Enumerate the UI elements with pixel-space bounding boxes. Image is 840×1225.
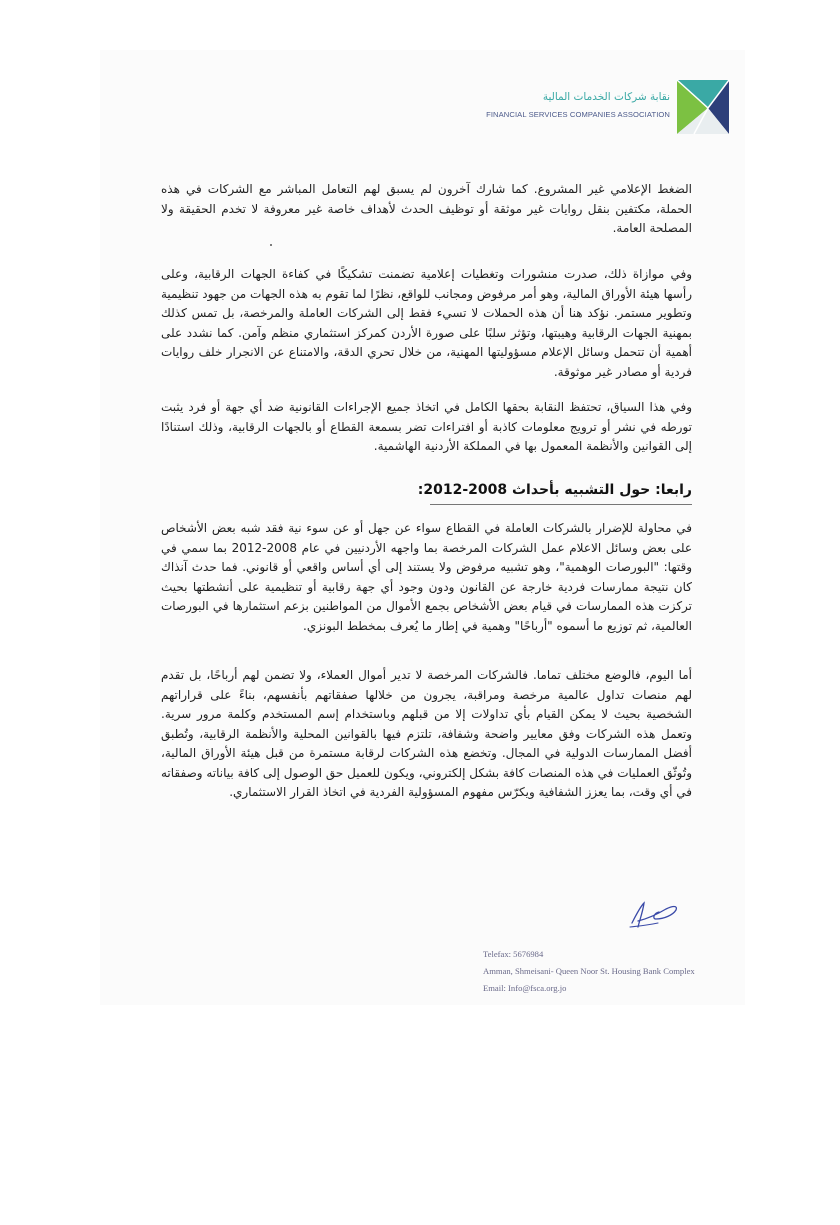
paragraph-2: وفي موازاة ذلك، صدرت منشورات وتغطيات إعلامية تضمنت تشكيكًا في كفاءة الجهات الرقابية، وعلى رأسها هيئة الأوراق المالية، وهو أمر مرفوض ومجانب للواقع، نظرًا لما تقوم به هذه الجهات من جهود تنظيمية وتطوير مستمر. نؤكد هنا أن هذه الحملات لا تسيء فقط إلى الشركات العاملة والمرخصة، بل تمس كذلك بمهنية الجهات الرقابية وهيبتها، وتؤثر سلبًا على صورة الأردن كمركز استثماري منظم وآمن. كما نشدد على أهمية أن تتحمل وسائل الإعلام مسؤوليتها المهنية، من خلال تحري الدقة، والامتناع عن الانجرار خلف روايات فردية أو مصادر غير موثوقة. xyxy=(161,267,692,379)
paragraph-1: الضغط الإعلامي غير المشروع. كما شارك آخرون لم يسبق لهم التعامل المباشر مع الشركات في هذه الحملة، مكتفين بنقل روايات غير موثقة أو توظيف الحدث لأهداف خاصة غير معروفة لا تخدم الحقيقة ولا المصلحة العامة. xyxy=(161,182,692,235)
contact-address: Amman, Shmeisani- Queen Noor St. Housing Bank Complex xyxy=(483,966,695,976)
org-name-english: FINANCIAL SERVICES COMPANIES ASSOCIATION xyxy=(486,110,670,119)
fsca-logo-icon xyxy=(674,76,732,136)
org-name-arabic: نقابة شركات الخدمات المالية xyxy=(542,91,670,103)
section-paragraph-2: أما اليوم، فالوضع مختلف تماما. فالشركات المرخصة لا تدير أموال العملاء، ولا تضمن لهم أرباحًا، بل تقدم لهم منصات تداول عالمية مرخصة ومراقبة، يجرون من خلالها صفقاتهم بأنفسهم، بناءً على قراراتهم الشخصية بحيث لا يمكن القيام بأي تداولات إلا من قبلهم وباستخدام إسم المستخدم وكلمة مرور سرية. وتعمل هذه الشركات وفق معايير واضحة وشفافة، تلتزم فيها بالقوانين المحلية والأنظمة الرقابية، وتُطبق أفضل الممارسات الدولية في المجال. وتخضع هذه الشركات لرقابة مستمرة من قبل هيئة الأوراق المالية، وتُوثّق العمليات في هذه المنصات كافة بشكل إلكتروني، ويكون للعميل حق الوصول إلى كافة بياناته وصفقاته في أي وقت، بما يعزز الشفافية ويكرّس مفهوم المسؤولية الفردية في اتخاذ القرار الاستثماري. xyxy=(161,668,692,799)
contact-telefax: Telefax: 5676984 xyxy=(483,949,544,959)
contact-email: Email: Info@fsca.org.jo xyxy=(483,983,567,993)
handwritten-signature-icon xyxy=(626,897,682,933)
heading-underline xyxy=(430,504,692,505)
section-paragraph-1: في محاولة للإضرار بالشركات العاملة في القطاع سواء عن جهل أو عن سوء نية فقد شبه بعض الأشخاص على بعض وسائل الاعلام عمل الشركات المرخصة بما واجهه الأردنيين في عام 2008-2012 بما سمي في وقتها: "البورصات الوهمية"، وهو تشبيه مرفوض ولا يستند إلى أي أساس واقعي أو قانوني. فما حدث آنذاك كان نتيجة ممارسات فردية خارجة عن القانون ودون وجود أي جهة رقابية أو تنظيمية على أنشطتها بحيث تركزت هذه الممارسات في قيام بعض الأشخاص بجمع الأموال من المواطنين بزعم استثمارها في البورصات العالمية، ثم توزيع ما أسموه "أرباحًا" وهمية في إطار ما يُعرف بمخطط البونزي. xyxy=(161,521,692,633)
paragraph-3: وفي هذا السياق، تحتفظ النقابة بحقها الكامل في اتخاذ جميع الإجراءات القانونية ضد أي جهة أو فرد يثبت تورطه في نشر أو ترويج معلومات كاذبة أو افتراءات تضر بسمعة القطاع أو بالجهات الرقابية، وذلك استنادًا إلى القوانين والأنظمة المعمول بها في المملكة الأردنية الهاشمية. xyxy=(161,400,692,453)
section-heading: رابعا: حول التشبيه بأحداث 2008-2012: xyxy=(417,482,692,498)
scan-speck xyxy=(270,244,272,246)
